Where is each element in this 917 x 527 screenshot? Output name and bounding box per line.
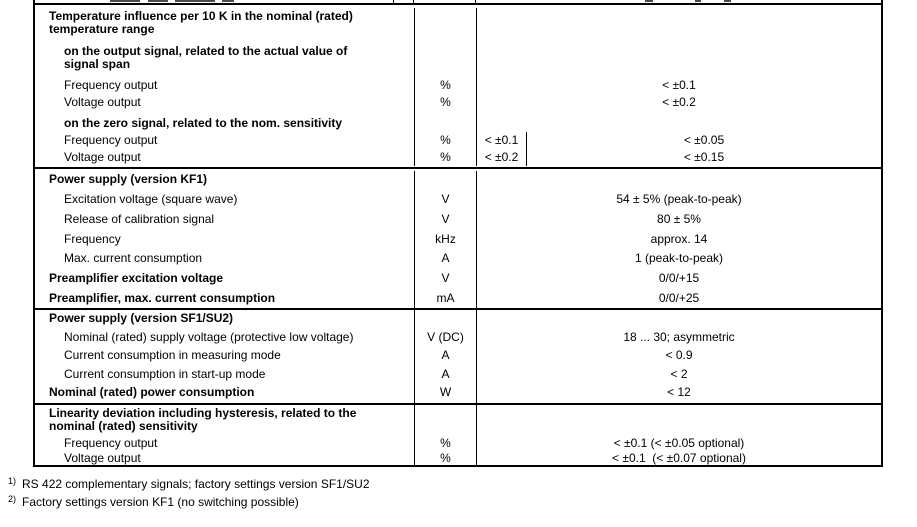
footnotes	[8, 474, 370, 510]
spec-row	[35, 111, 881, 132]
value-label	[477, 310, 881, 329]
param-label	[35, 435, 415, 450]
param-label	[35, 405, 415, 435]
value-label: < ±0.05	[683, 133, 725, 147]
param-label-line: Max. current consumption	[64, 251, 203, 266]
spec-row	[35, 77, 881, 94]
subvalue-label: < ±0.1	[477, 132, 527, 149]
footnote-2	[8, 492, 370, 510]
param-label-line: Preamplifier excitation voltage	[49, 271, 224, 286]
unit-label: A	[415, 250, 477, 270]
spec-section	[35, 403, 881, 465]
param-label-line: Voltage output	[64, 451, 141, 465]
footnote-1	[8, 474, 370, 492]
value-label: 80 ± 5%	[657, 211, 701, 226]
value-label: < 2	[670, 366, 688, 381]
param-label-line: Frequency	[64, 231, 121, 246]
unit-label: %	[415, 77, 477, 94]
param-label	[35, 231, 415, 251]
value-label: < 0.9	[665, 348, 693, 363]
param-label	[35, 384, 415, 403]
param-label	[35, 250, 415, 270]
footnote-marker: 1)	[8, 476, 17, 486]
value-label: < 12	[667, 385, 691, 400]
unit-label: kHz	[415, 231, 477, 251]
param-label-line: Voltage output	[64, 95, 141, 109]
value-label	[477, 8, 881, 43]
param-label	[35, 8, 415, 43]
param-label	[35, 171, 415, 191]
unit-label: mA	[415, 290, 477, 310]
param-label	[35, 450, 415, 465]
value-label: < ±0.15	[683, 150, 725, 164]
unit-label	[415, 310, 477, 329]
spec-row	[35, 405, 881, 435]
spec-row	[35, 290, 881, 310]
spec-row	[35, 347, 881, 366]
spec-table	[33, 3, 883, 467]
footnote-text: Factory settings version KF1 (no switching possible)	[22, 495, 299, 509]
spec-row	[35, 435, 881, 450]
spec-row	[35, 149, 881, 166]
param-label-line: Nominal (rated) supply voltage (protective low voltage)	[64, 329, 354, 344]
spec-row	[35, 366, 881, 385]
unit-label: V (DC)	[415, 329, 477, 348]
param-label	[35, 77, 415, 94]
value-label	[477, 405, 881, 435]
spec-row	[35, 231, 881, 251]
param-label-line: Voltage output	[64, 150, 141, 164]
param-label	[35, 43, 415, 77]
spec-row	[35, 310, 881, 329]
unit-label: V	[415, 270, 477, 290]
spec-section	[35, 167, 881, 308]
unit-label: W	[415, 384, 477, 403]
param-label-line: Power supply (version KF1)	[49, 172, 208, 186]
unit-label: V	[415, 191, 477, 211]
unit-label: %	[415, 450, 477, 465]
param-label-line: signal span	[64, 57, 131, 71]
footnote-marker: 2)	[8, 494, 17, 504]
param-label-line: Temperature influence per 10 K in the nominal (rated)	[49, 9, 353, 23]
param-label-line: Preamplifier, max. current consumption	[49, 291, 276, 306]
param-label	[35, 211, 415, 231]
param-label	[35, 191, 415, 211]
unit-label	[415, 111, 477, 132]
unit-label: A	[415, 366, 477, 385]
unit-label: %	[415, 94, 477, 111]
param-label-line: on the output signal, related to the actual value of	[64, 44, 348, 58]
spec-section	[35, 308, 881, 403]
spec-row	[35, 270, 881, 290]
spec-row	[35, 329, 881, 348]
unit-label	[415, 43, 477, 77]
spec-row	[35, 450, 881, 465]
footnote-text: RS 422 complementary signals; factory settings version SF1/SU2	[22, 477, 370, 491]
param-label-line: Nominal (rated) power consumption	[49, 385, 255, 400]
spec-row	[35, 211, 881, 231]
value-label	[477, 43, 881, 77]
value-label: approx. 14	[650, 231, 708, 246]
value-label: 54 ± 5% (peak-to-peak)	[616, 191, 742, 206]
param-label-line: Release of calibration signal	[64, 211, 215, 226]
unit-label	[415, 8, 477, 43]
param-label-line: Excitation voltage (square wave)	[64, 191, 238, 206]
unit-label	[415, 171, 477, 191]
spec-row	[35, 8, 881, 43]
param-label	[35, 366, 415, 385]
spec-section	[35, 5, 881, 167]
spec-row	[35, 132, 881, 149]
param-label-line: Frequency output	[64, 436, 158, 450]
value-label: 18 ... 30; asymmetric	[623, 329, 735, 344]
param-label	[35, 310, 415, 329]
param-label-line: Current consumption in measuring mode	[64, 348, 281, 363]
param-label	[35, 94, 415, 111]
param-label	[35, 347, 415, 366]
value-label: < ±0.1	[662, 78, 696, 92]
param-label-line: on the zero signal, related to the nom. sensitivity	[64, 116, 343, 130]
param-label-line: Current consumption in start-up mode	[64, 366, 266, 381]
value-label: 0/0/+25	[658, 291, 700, 306]
spec-row	[35, 191, 881, 211]
spec-row	[35, 43, 881, 77]
spec-row	[35, 250, 881, 270]
spec-row	[35, 94, 881, 111]
param-label	[35, 111, 415, 132]
param-label-line: Frequency output	[64, 78, 158, 92]
value-label: < ±0.1 (< ±0.05 optional)	[613, 436, 745, 450]
subvalue-label: < ±0.2	[477, 149, 527, 166]
param-label-line: nominal (rated) sensitivity	[49, 419, 198, 433]
unit-label: %	[415, 435, 477, 450]
unit-label: %	[415, 132, 477, 149]
value-label: 0/0/+15	[658, 271, 700, 286]
unit-label: A	[415, 347, 477, 366]
param-label	[35, 132, 415, 149]
param-label-line: Linearity deviation including hysteresis, related to the	[49, 406, 357, 420]
param-label	[35, 149, 415, 166]
value-label: 1 (peak-to-peak)	[634, 251, 724, 266]
param-label-line: Power supply (version SF1/SU2)	[49, 311, 234, 325]
unit-label	[415, 405, 477, 435]
unit-label: %	[415, 149, 477, 166]
param-label	[35, 290, 415, 310]
value-label: < ±0.2	[662, 95, 696, 109]
spec-row	[35, 171, 881, 191]
unit-label: V	[415, 211, 477, 231]
value-label	[477, 111, 881, 132]
value-label: < ±0.1 (< ±0.07 optional)	[612, 451, 746, 465]
param-label	[35, 270, 415, 290]
value-label	[477, 171, 881, 191]
spec-row	[35, 384, 881, 403]
param-label-line: temperature range	[49, 22, 155, 36]
param-label-line: Frequency output	[64, 133, 158, 147]
param-label	[35, 329, 415, 348]
